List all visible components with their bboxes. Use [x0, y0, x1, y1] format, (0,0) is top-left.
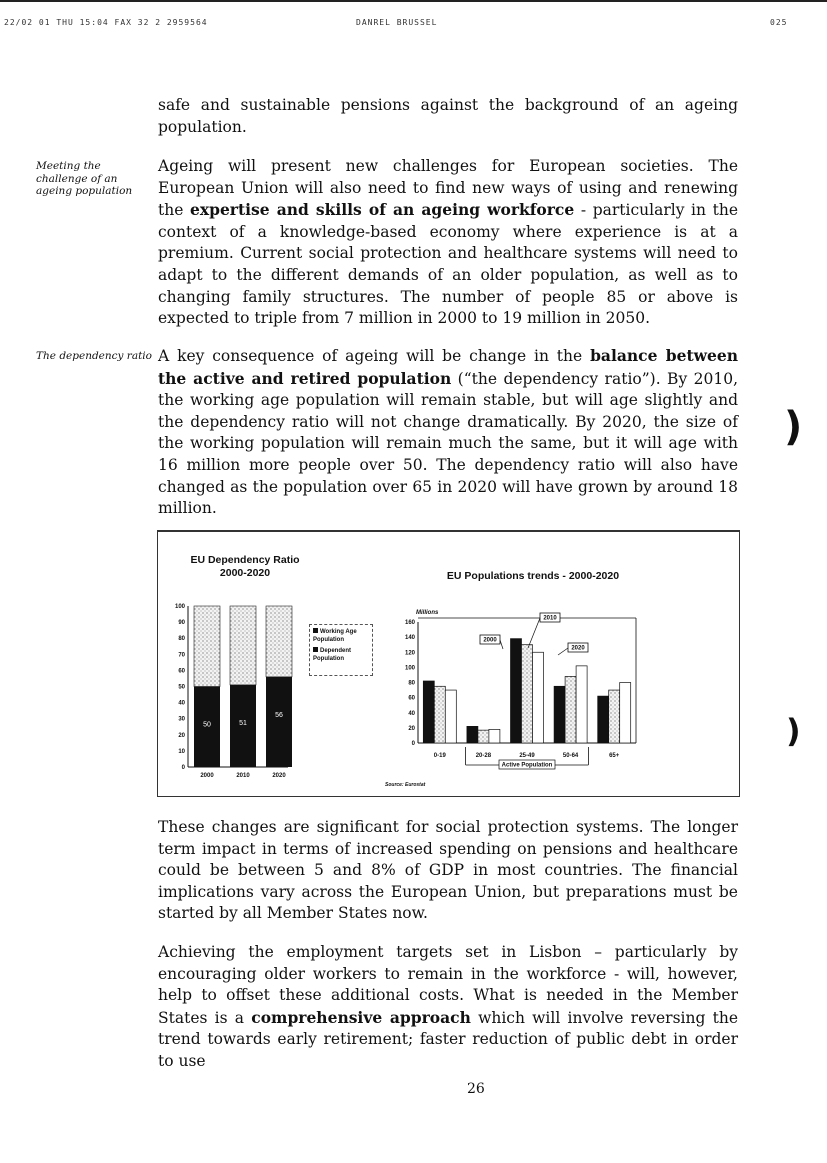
- paragraph-dependency: [158, 345, 738, 520]
- chart-2-callout-pointer-2000: [500, 640, 503, 649]
- paragraph-ageing-bold: expertise and skills of an ageing workforce: [190, 200, 575, 220]
- paragraph-changes: These changes are significant for social protection systems. The longer term impact in terms of increased spending on pensions and healthcare could be between 5 and 8% of GDP in most countries. The financial implications vary across the European Union, but preparations must be started by all Member States now.: [158, 818, 738, 923]
- chart-2-x-tick-label-0-19: 0-19: [433, 753, 446, 759]
- legend-item-dependent: [313, 647, 369, 663]
- fax-header: [0, 0, 827, 28]
- chart-2-bar-2020-50-64: [576, 666, 587, 743]
- chart-1-bar-working-2020: [266, 606, 292, 677]
- paragraph-dependency-bold: balance between the active and retired population: [158, 346, 738, 388]
- margin-bracket-top: ): [784, 404, 803, 450]
- chart-2-callout-2020: 2020: [571, 645, 585, 652]
- paragraph-employment-text: Achieving the employment targets set in Lisbon – particularly by encouraging older workers to remain in the workforce - will, however, help to offset these additional costs. What is needed in the Member States is a: [158, 943, 738, 1027]
- chart-2-callout-2000: 2000: [483, 637, 497, 644]
- chart-1-x-tick-label-2000: 2000: [200, 773, 214, 779]
- population-trends-chart: [405, 610, 636, 769]
- chart-2-x-tick-label-50-64: 50-64: [562, 753, 579, 759]
- chart-1-x-tick-label-2020: 2020: [272, 773, 286, 779]
- chart-2-bar-2010-25-49: [522, 645, 533, 743]
- legend-label-working-age: Working Age: [320, 629, 357, 635]
- chart-1-bar-working-2000: [194, 606, 220, 687]
- legend-label-working-age-2: Population: [313, 637, 344, 643]
- paragraph-employment: [158, 942, 738, 1073]
- margin-note-dependency: The dependency ratio: [36, 350, 152, 362]
- paragraph-dependency-text: A key consequence of ageing will be change in the: [158, 347, 591, 365]
- paragraph-ageing: [158, 156, 738, 330]
- chart-1-y-tick-label: 10: [178, 748, 185, 755]
- legend-swatch-dependent: [313, 647, 318, 652]
- chart-2-active-label: Active Population: [501, 762, 553, 769]
- chart-2-x-tick-label-25-49: 25-49: [519, 753, 535, 759]
- chart-2-y-tick-label: 160: [404, 620, 415, 626]
- chart-2-bar-2000-65+: [598, 696, 609, 743]
- chart-2-y-tick-label: 100: [404, 665, 415, 672]
- fax-header-sender: DANREL BRUSSEL: [356, 18, 438, 27]
- chart-2-y-tick-label: 20: [408, 725, 415, 732]
- chart-1-x-tick-label-2010: 2010: [236, 773, 250, 779]
- chart-1-bar-label-2010: 51: [239, 719, 247, 727]
- chart-1-y-tick-label: 80: [178, 636, 185, 643]
- margin-bracket-bottom: ): [786, 712, 801, 750]
- chart-2-bar-2020-25-49: [533, 652, 544, 743]
- chart-2-bar-2010-50-64: [565, 676, 576, 743]
- chart-2-x-tick-label-20-28: 20-28: [475, 753, 492, 759]
- chart-2-bar-2020-65+: [620, 683, 631, 744]
- chart-2-bar-2000-20-28: [467, 726, 478, 743]
- chart-2-callout-2010: 2010: [543, 615, 557, 622]
- fax-header-left: 22/02 01 THU 15:04 FAX 32 2 2959564: [4, 18, 208, 27]
- chart-1-y-tick-label: 30: [178, 716, 185, 723]
- paragraph-employment-text-end: which will involve reversing the trend towards early retirement; faster reduction of public debt in order to use: [158, 1008, 738, 1070]
- paragraph-intro: safe and sustainable pensions against the background of an ageing population.: [158, 96, 738, 136]
- chart-2-y-tick-label: 120: [404, 650, 415, 657]
- paragraph-dependency-text-end: (“the dependency ratio”). By 2010, the working age population will remain stable, but will age slightly and the dependency ratio will not change dramatically. By 2020, the size of the working population will remain much the same, but it will age with 16 million more people over 50. The dependency ratio will also have changed as the population over 65 in 2020 will have grown by around 18 million.: [158, 369, 738, 518]
- chart-2-bar-2000-25-49: [511, 639, 522, 743]
- margin-note-ageing: Meeting the challenge of an ageing population: [36, 160, 133, 197]
- chart-1-legend: [309, 624, 373, 676]
- chart-1-y-tick-label: 20: [178, 732, 185, 739]
- legend-label-dependent: Dependent: [320, 648, 352, 654]
- chart-1-bar-label-2000: 50: [203, 721, 211, 729]
- paragraph-ageing-text-end: - particularly in the context of a knowledge-based economy where experience is at a premium. Current social protection and healthcare systems will need to adapt to the different demands of an older population, as well as to changing family structures. The number of people 85 or above is expected to triple from 7 million in 2000 to 19 million in 2050.: [158, 201, 738, 328]
- chart-1-y-tick-label: 40: [178, 700, 185, 707]
- chart-2-x-tick-label-65+: 65+: [609, 753, 620, 759]
- chart-2-bar-2010-20-28: [478, 730, 489, 743]
- dependency-ratio-chart: [175, 604, 292, 779]
- chart-1-bar-working-2010: [230, 606, 256, 685]
- chart-1-title: EU Dependency Ratio 2000-2020: [190, 554, 300, 579]
- chart-2-y-tick-label: 140: [404, 635, 415, 642]
- legend-swatch-working-age: [313, 628, 318, 633]
- chart-1-y-tick-label: 90: [178, 620, 185, 627]
- chart-figure: [157, 530, 740, 797]
- chart-1-y-tick-label: 60: [178, 668, 185, 675]
- chart-2-title: EU Populations trends - 2000-2020: [446, 570, 620, 582]
- chart-2-y-tick-label: 60: [408, 695, 415, 702]
- chart-1-y-tick-label: 50: [178, 684, 185, 691]
- chart-2-bar-2000-50-64: [554, 686, 565, 743]
- legend-item-working-age: [313, 628, 369, 644]
- paragraph-ageing-text: Ageing will present new challenges for European societies. The European Union will also need to find new ways of using and renewing the: [158, 157, 738, 220]
- chart-1-bar-label-2020: 56: [275, 711, 283, 719]
- page-number: 26: [467, 1081, 485, 1097]
- chart-2-y-tick-label: 40: [408, 710, 415, 717]
- chart-svg: [158, 532, 739, 794]
- chart-2-y-tick-label: 0: [411, 741, 415, 747]
- chart-2-bar-2000-0-19: [423, 681, 434, 743]
- chart-1-y-tick-label: 100: [174, 604, 185, 610]
- chart-2-callout-pointer-2020: [558, 648, 568, 655]
- chart-2-bar-2010-65+: [609, 690, 620, 743]
- chart-2-source: Source: Eurostat: [385, 782, 426, 788]
- chart-2-bar-2020-20-28: [489, 729, 500, 743]
- fax-header-page: 025: [770, 18, 788, 27]
- chart-2-bar-2010-0-19: [434, 686, 445, 743]
- chart-1-y-tick-label: 70: [178, 652, 185, 659]
- chart-1-bar-dependent-2020: [266, 677, 292, 767]
- chart-1-y-tick-label: 0: [181, 765, 185, 771]
- chart-2-callout-pointer-2010: [528, 618, 540, 648]
- legend-label-dependent-2: Population: [313, 656, 344, 662]
- chart-2-y-tick-label: 80: [408, 680, 415, 687]
- paragraph-employment-bold: comprehensive approach: [251, 1007, 471, 1027]
- chart-2-y-label: Millions: [416, 610, 439, 616]
- chart-2-bar-2020-0-19: [445, 690, 456, 743]
